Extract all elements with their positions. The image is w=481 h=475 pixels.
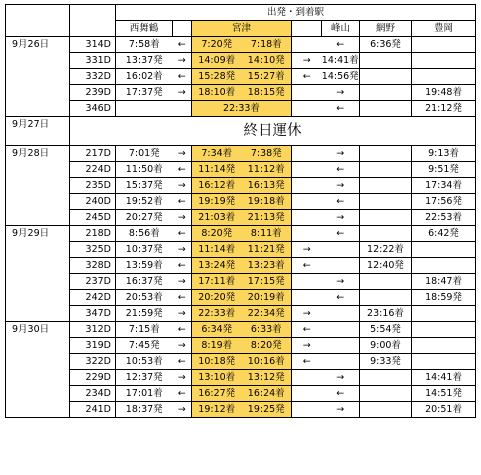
miyazu-time-b: 16:24着 [242,386,292,402]
arrow-2 [292,386,322,402]
nishi-maizuru-time: 12:37発 [116,370,173,386]
mineyama-time: → [322,178,360,194]
toyooka-time: 18:47着 [412,274,476,290]
toyooka-time: 6:42発 [412,226,476,242]
toyooka-time: 9:13着 [412,146,476,162]
nishi-maizuru-time: 17:01着 [116,386,173,402]
arrow-2: → [292,53,322,69]
miyazu-time-b: 8:11着 [242,226,292,242]
date-cell: 9月30日 [6,322,70,418]
amino-time [360,178,412,194]
train-row [6,178,476,194]
station-gap-2 [292,21,322,37]
mineyama-time [322,242,360,258]
train-number: 235D [70,178,116,194]
train-number: 322D [70,354,116,370]
amino-time: 9:00着 [360,338,412,354]
amino-time: 12:40発 [360,258,412,274]
toyooka-time [412,69,476,85]
train-row [6,53,476,69]
toyooka-time: 14:51発 [412,386,476,402]
nishi-maizuru-time: 16:02着 [116,69,173,85]
miyazu-time-a: 13:10着 [192,370,242,386]
miyazu-time-b: 7:38発 [242,146,292,162]
arrow-2 [292,226,322,242]
mineyama-time: → [322,274,360,290]
miyazu-time-a: 15:28発 [192,69,242,85]
miyazu-time-b: 14:10発 [242,53,292,69]
header-title: 出発・到着駅 [116,5,476,21]
mineyama-time: ← [322,290,360,306]
train-number: 332D [70,69,116,85]
header-station-row [6,21,476,37]
miyazu-time-a: 16:12着 [192,178,242,194]
arrow-1: ← [173,37,192,53]
miyazu-time-b: 16:13発 [242,178,292,194]
train-number: 234D [70,386,116,402]
train-row [6,162,476,178]
mineyama-time: ← [322,386,360,402]
train-number: 237D [70,274,116,290]
arrow-1: ← [173,226,192,242]
nishi-maizuru-time: 17:37発 [116,85,173,101]
train-row [6,258,476,274]
train-number: 217D [70,146,116,162]
train-number: 242D [70,290,116,306]
mineyama-time: ← [322,101,360,117]
arrow-2 [292,402,322,418]
miyazu-time-b: 17:15発 [242,274,292,290]
timetable [5,4,476,418]
nishi-maizuru-time: 19:52着 [116,194,173,210]
mineyama-time: → [322,210,360,226]
train-number: 346D [70,101,116,117]
nishi-maizuru-time: 11:50着 [116,162,173,178]
amino-time [360,101,412,117]
date-cell: 9月27日 [6,117,70,146]
toyooka-time [412,322,476,338]
train-row [6,386,476,402]
station-amino: 網野 [360,21,412,37]
toyooka-time: 21:12発 [412,101,476,117]
nishi-maizuru-time: 8:56着 [116,226,173,242]
miyazu-time-b: 6:33着 [242,322,292,338]
amino-time: 5:54発 [360,322,412,338]
amino-time [360,85,412,101]
amino-time [360,53,412,69]
miyazu-time-a: 19:12着 [192,402,242,418]
train-number: 241D [70,402,116,418]
amino-time [360,370,412,386]
toyooka-time: 18:59発 [412,290,476,306]
arrow-2: ← [292,354,322,370]
miyazu-time-b: 19:25発 [242,402,292,418]
miyazu-time-b: 15:27着 [242,69,292,85]
miyazu-time-b: 18:15発 [242,85,292,101]
toyooka-time [412,338,476,354]
miyazu-time-b: 22:34発 [242,306,292,322]
arrow-1: → [173,146,192,162]
station-toyooka: 豊岡 [412,21,476,37]
miyazu-time-a: 16:27発 [192,386,242,402]
suspended-day-row [6,117,476,146]
train-number: 319D [70,338,116,354]
train-row [6,306,476,322]
arrow-2 [292,274,322,290]
train-number: 325D [70,242,116,258]
toyooka-time [412,306,476,322]
nishi-maizuru-time: 13:59着 [116,258,173,274]
header-trainno-cell-2 [70,21,116,37]
arrow-1: → [173,370,192,386]
miyazu-time-b: 11:21発 [242,242,292,258]
miyazu-time-a: 11:14着 [192,242,242,258]
nishi-maizuru-time: 18:37発 [116,402,173,418]
miyazu-time-b: 11:12着 [242,162,292,178]
nishi-maizuru-time: 7:15着 [116,322,173,338]
mineyama-time: ← [322,194,360,210]
toyooka-time: 17:34着 [412,178,476,194]
train-row [6,242,476,258]
station-miyazu: 宮津 [192,21,292,37]
toyooka-time: 19:48着 [412,85,476,101]
mineyama-time [322,322,360,338]
mineyama-time [322,306,360,322]
amino-time [360,162,412,178]
miyazu-time-b: 8:20発 [242,338,292,354]
train-row [6,290,476,306]
arrow-1: ← [173,162,192,178]
amino-time: 12:22着 [360,242,412,258]
nishi-maizuru-time: 7:45発 [116,338,173,354]
nishi-maizuru-time: 7:01発 [116,146,173,162]
amino-time [360,194,412,210]
train-row [6,85,476,101]
amino-time: 9:33発 [360,354,412,370]
train-row [6,354,476,370]
arrow-1: → [173,53,192,69]
train-row [6,146,476,162]
arrow-2: ← [292,69,322,85]
arrow-2 [292,146,322,162]
miyazu-time-a: 13:24発 [192,258,242,274]
train-row [6,338,476,354]
miyazu-time-a: 17:11着 [192,274,242,290]
miyazu-time-a: 20:20発 [192,290,242,306]
miyazu-time-b: 20:19着 [242,290,292,306]
arrow-1: ← [173,322,192,338]
station-gap-1 [173,21,192,37]
train-row [6,101,476,117]
miyazu-time-a: 21:03着 [192,210,242,226]
mineyama-time: → [322,402,360,418]
arrow-1: → [173,306,192,322]
arrow-2 [292,290,322,306]
mineyama-time: → [322,146,360,162]
mineyama-time: ← [322,162,360,178]
miyazu-time-a: 10:18発 [192,354,242,370]
suspension-label: 終日運休 [70,117,476,146]
toyooka-time: 22:53着 [412,210,476,226]
mineyama-time: → [322,85,360,101]
nishi-maizuru-time: 10:37発 [116,242,173,258]
miyazu-time-a: 8:20発 [192,226,242,242]
train-number: 218D [70,226,116,242]
amino-time [360,210,412,226]
train-number: 245D [70,210,116,226]
header-trainno-cell [70,5,116,21]
mineyama-time [322,338,360,354]
miyazu-time-b: 13:12発 [242,370,292,386]
toyooka-time [412,53,476,69]
arrow-1: → [173,274,192,290]
mineyama-time: ← [322,37,360,53]
station-mineyama: 峰山 [322,21,360,37]
train-number: 240D [70,194,116,210]
amino-time: 23:16着 [360,306,412,322]
toyooka-time [412,37,476,53]
arrow-1: ← [173,194,192,210]
date-cell: 9月26日 [6,37,70,117]
miyazu-time-a: 11:14発 [192,162,242,178]
miyazu-time-b: 19:18着 [242,194,292,210]
miyazu-time-a: 6:34発 [192,322,242,338]
nishi-maizuru-time: 15:37発 [116,178,173,194]
arrow-2 [292,162,322,178]
toyooka-time: 20:51着 [412,402,476,418]
train-number: 331D [70,53,116,69]
arrow-2 [292,178,322,194]
amino-time [360,226,412,242]
arrow-1: → [173,338,192,354]
arrow-2: ← [292,258,322,274]
arrow-1: ← [173,290,192,306]
mineyama-time: ← [322,226,360,242]
nishi-maizuru-time: 20:27発 [116,210,173,226]
toyooka-time [412,258,476,274]
nishi-maizuru-time: 7:58着 [116,37,173,53]
amino-time [360,290,412,306]
miyazu-time-a: 7:20発 [192,37,242,53]
timetable-body [6,5,476,418]
nishi-maizuru-time: 16:37発 [116,274,173,290]
nishi-maizuru-time: 20:53着 [116,290,173,306]
miyazu-time-a: 22:33着 [192,306,242,322]
nishi-maizuru-time [116,101,173,117]
arrow-2 [292,370,322,386]
miyazu-time-a: 8:19着 [192,338,242,354]
miyazu-time-a: 19:19発 [192,194,242,210]
arrow-1: ← [173,258,192,274]
train-row [6,226,476,242]
arrow-1: → [173,178,192,194]
nishi-maizuru-time: 13:37発 [116,53,173,69]
miyazu-time-a: 22:33着 [192,101,292,117]
train-row [6,69,476,85]
header-corner-cell-2 [6,21,70,37]
amino-time [360,146,412,162]
toyooka-time: 9:51発 [412,162,476,178]
station-nishi-maizuru: 西舞鶴 [116,21,173,37]
train-number: 239D [70,85,116,101]
date-cell: 9月28日 [6,146,70,226]
train-number: 312D [70,322,116,338]
arrow-2 [292,194,322,210]
amino-time [360,69,412,85]
nishi-maizuru-time: 10:53着 [116,354,173,370]
arrow-2 [292,37,322,53]
train-number: 314D [70,37,116,53]
train-row [6,210,476,226]
miyazu-time-a: 7:34着 [192,146,242,162]
arrow-2 [292,210,322,226]
arrow-2: → [292,242,322,258]
train-number: 224D [70,162,116,178]
miyazu-time-a: 14:09着 [192,53,242,69]
mineyama-time [322,354,360,370]
arrow-1: ← [173,354,192,370]
amino-time [360,274,412,290]
date-cell: 9月29日 [6,226,70,322]
train-row [6,37,476,53]
train-row [6,402,476,418]
arrow-2 [292,101,322,117]
arrow-1: ← [173,386,192,402]
arrow-1: ← [173,69,192,85]
mineyama-time [322,258,360,274]
miyazu-time-b: 10:16着 [242,354,292,370]
arrow-2: ← [292,322,322,338]
mineyama-time: → [322,370,360,386]
toyooka-time [412,242,476,258]
amino-time [360,402,412,418]
toyooka-time [412,354,476,370]
train-number: 328D [70,258,116,274]
train-row [6,194,476,210]
header-corner-cell [6,5,70,21]
miyazu-time-a: 18:10着 [192,85,242,101]
nishi-maizuru-time: 21:59発 [116,306,173,322]
train-row [6,274,476,290]
toyooka-time: 17:56発 [412,194,476,210]
amino-time [360,386,412,402]
toyooka-time: 14:41着 [412,370,476,386]
mineyama-time: 14:41着 [322,53,360,69]
arrow-1: → [173,85,192,101]
amino-time: 6:36発 [360,37,412,53]
arrow-1: → [173,210,192,226]
train-number: 229D [70,370,116,386]
miyazu-time-b: 7:18着 [242,37,292,53]
miyazu-time-b: 21:13発 [242,210,292,226]
arrow-1: → [173,242,192,258]
header-title-row [6,5,476,21]
arrow-1 [173,101,192,117]
train-number: 347D [70,306,116,322]
arrow-2: → [292,306,322,322]
train-row [6,370,476,386]
mineyama-time: 14:56発 [322,69,360,85]
arrow-2 [292,85,322,101]
arrow-1: → [173,402,192,418]
miyazu-time-b: 13:23着 [242,258,292,274]
train-row [6,322,476,338]
arrow-2: → [292,338,322,354]
